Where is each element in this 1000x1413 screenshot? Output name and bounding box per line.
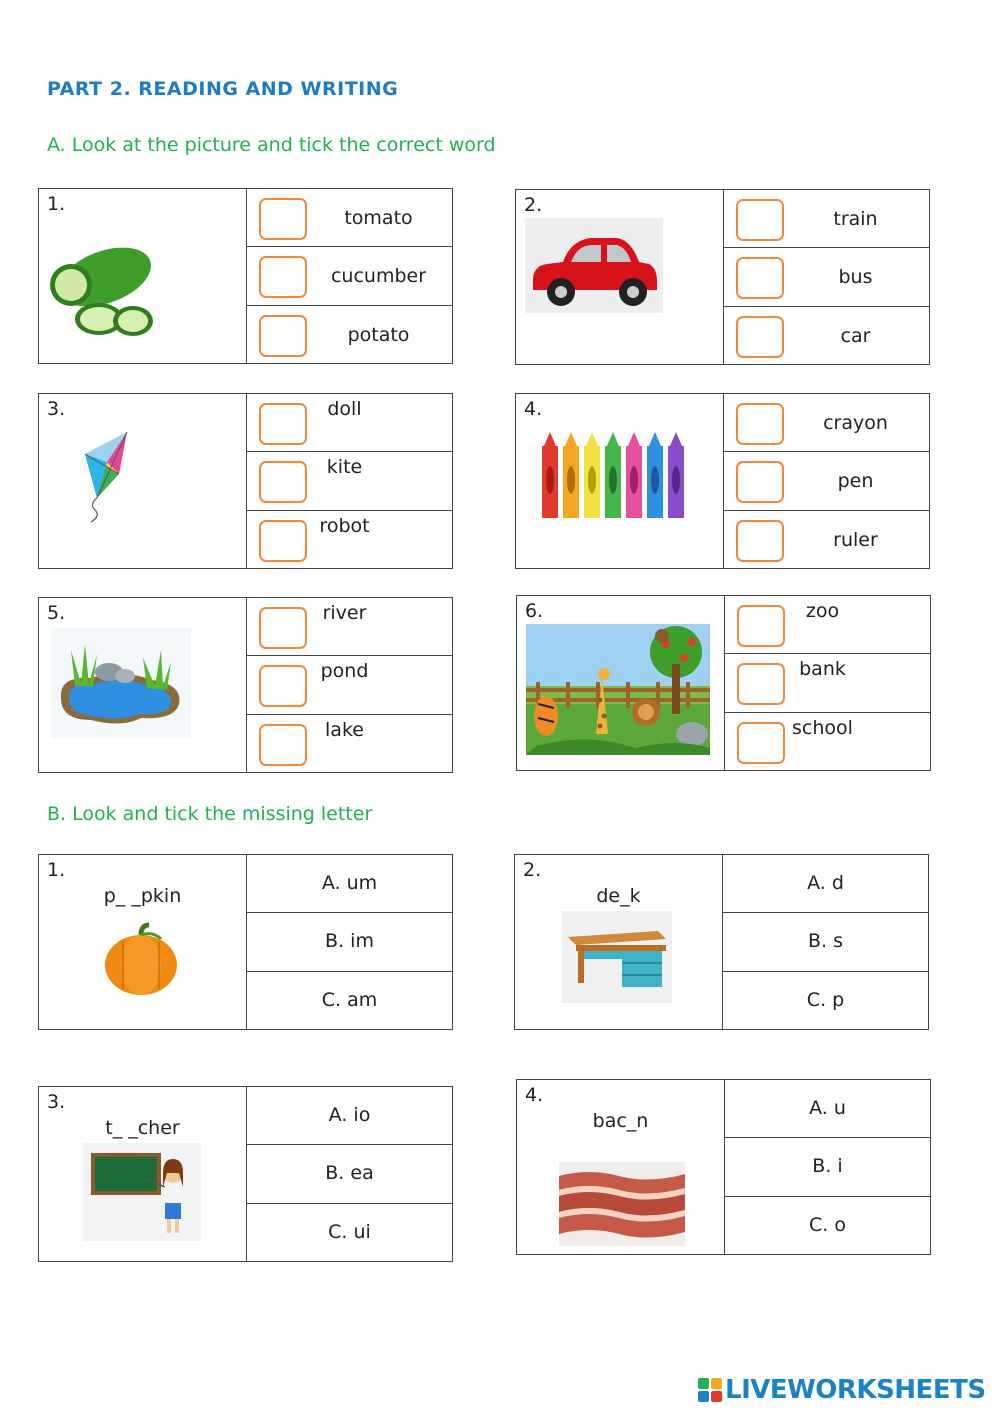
pumpkin-image [101,921,181,1001]
option-word: train [833,208,878,230]
option-row [725,1138,930,1196]
tick-box[interactable] [259,315,307,357]
picture-cell [39,598,247,772]
picture-cell [39,1087,247,1261]
tick-box[interactable] [736,461,784,503]
option-word: tomato [344,207,413,229]
option-word: crayon [823,412,888,434]
answer-option[interactable]: B. im [325,930,374,953]
question-card [38,1086,453,1262]
bacon-image [559,1162,685,1246]
option-word: bank [799,658,846,681]
question-card [38,854,453,1030]
option-row [724,452,929,510]
question-card [38,597,453,773]
option-row [724,394,929,452]
liveworksheets-logo [697,1375,986,1405]
answer-option[interactable]: C. am [321,988,378,1011]
option-row [247,306,452,363]
question-card [514,854,929,1030]
picture-cell [517,1080,725,1254]
question-card [38,393,453,569]
picture-cell [516,394,724,568]
part-title: PART 2. READING AND WRITING [47,78,399,100]
section-b-title: B. Look and tick the missing letter [47,803,373,825]
answer-option[interactable]: A. d [807,872,844,894]
option-row [247,1204,452,1261]
question-number: 4. [524,398,543,420]
zoo-image [526,624,710,755]
option-row [725,654,930,712]
option-row [247,189,452,247]
option-row [723,855,928,913]
answer-option[interactable]: B. i [812,1155,843,1178]
option-row [724,248,929,306]
option-row [724,511,929,568]
question-card [516,595,931,771]
option-word: kite [326,456,363,479]
option-word: potato [347,323,410,346]
brand-name: LIVEWORKSHEETS [725,1375,986,1405]
option-row [247,247,452,305]
option-word: cucumber [330,265,427,288]
word-pattern: bac_n [592,1110,649,1132]
question-number: 6. [525,600,544,622]
option-row [247,394,452,452]
answer-option[interactable]: C. ui [328,1220,371,1243]
option-word: robot [319,514,370,537]
answer-option[interactable]: A. io [328,1104,371,1126]
option-row [247,511,452,568]
option-word: school [792,716,853,739]
option-row [247,972,452,1029]
tick-box[interactable] [736,257,784,299]
answer-option[interactable]: B. ea [325,1162,374,1185]
option-word: doll [327,398,362,420]
option-word: zoo [805,600,840,622]
question-number: 3. [47,1091,66,1113]
option-row [247,715,452,772]
answer-option[interactable]: C. o [809,1213,846,1236]
tick-box[interactable] [736,403,784,445]
option-row [724,307,929,364]
option-row [725,1197,930,1254]
question-number: 1. [47,193,66,215]
question-number: 2. [523,859,542,881]
question-number: 5. [47,602,66,624]
option-word: ruler [833,528,878,551]
option-row [247,1087,452,1145]
option-row [247,598,452,656]
tick-box[interactable] [259,256,307,298]
picture-cell [517,596,725,770]
option-row [725,596,930,654]
picture-cell [515,855,723,1029]
word-pattern: de_k [596,885,641,907]
word-pattern: t_ _cher [105,1117,180,1139]
question-number: 3. [47,398,66,420]
tick-box[interactable] [736,520,784,562]
picture-cell [516,190,724,364]
tick-box[interactable] [736,316,784,358]
desk-image [562,911,672,1003]
option-row [725,1080,930,1138]
word-pattern: p_ _pkin [103,885,182,907]
kite-image [49,422,159,530]
question-card [515,189,930,365]
option-word: bus [838,266,873,289]
tick-box[interactable] [259,198,307,240]
option-row [247,452,452,510]
option-word: pen [837,470,874,493]
option-row [725,713,930,770]
option-row [724,190,929,248]
answer-option[interactable]: C. p [806,988,845,1011]
picture-cell [39,189,247,363]
answer-option[interactable]: A. um [321,872,378,894]
car-image [525,218,663,313]
logo-icon [697,1377,723,1403]
teacher-image [83,1143,201,1241]
crayons-image [538,432,688,522]
option-word: lake [325,718,364,741]
question-card [38,188,453,364]
question-card [516,1079,931,1255]
option-word: pond [320,660,369,683]
question-number: 2. [524,194,543,216]
option-row [723,972,928,1029]
cucumber-image [47,241,197,341]
option-word: river [322,602,367,624]
question-number: 1. [47,859,66,881]
answer-option[interactable]: B. s [807,930,843,953]
option-row [247,913,452,971]
question-card [515,393,930,569]
picture-cell [39,855,247,1029]
picture-cell [39,394,247,568]
section-a-title: A. Look at the picture and tick the correct word [47,134,496,156]
option-row [247,656,452,714]
option-row [247,1145,452,1203]
answer-option[interactable]: A. u [809,1097,846,1119]
tick-box[interactable] [736,199,784,241]
pond-image [51,628,191,738]
option-word: car [840,324,871,347]
option-row [723,913,928,971]
option-row [247,855,452,913]
question-number: 4. [525,1084,544,1106]
